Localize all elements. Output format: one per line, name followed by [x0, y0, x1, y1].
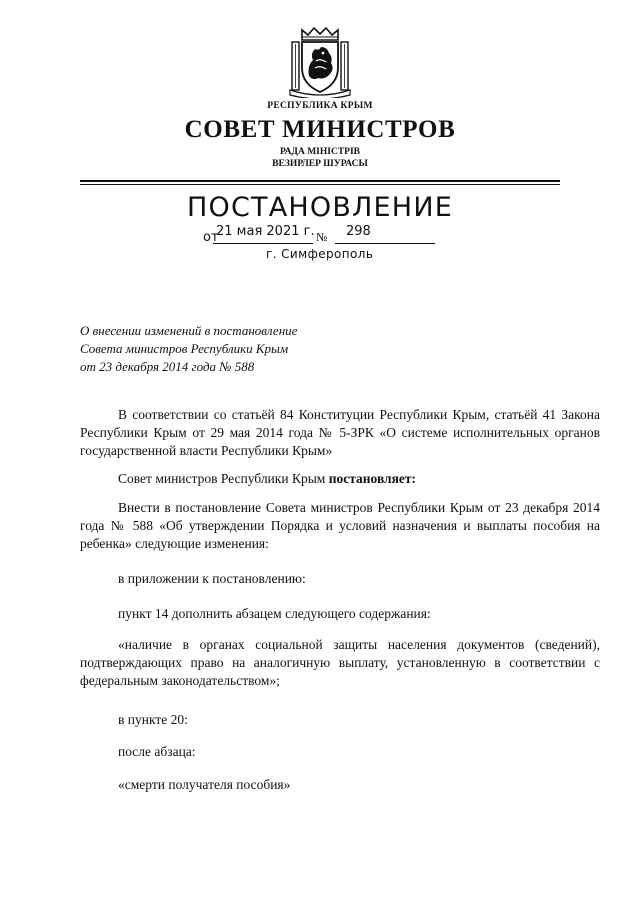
council-name-ukrainian: РАДА МІНІСТРІВ	[279, 147, 360, 157]
republic-name: РЕСПУБЛИКА КРЫМ	[267, 101, 373, 111]
amendment-paragraph: Внести в постановление Совета министров Республики Крым от 23 декабря 2014 года № 588 «Об утверждении Порядка и условий назначения и выплаты пособия на ребенка» следующие изменения:	[80, 500, 600, 551]
quoted-paragraph: «наличие в органах социальной защиты населения документов (сведений), подтверждающих право на аналогичную выплату, установленную в соответствии с федеральным законодательством»;	[80, 637, 600, 688]
decree-title: ПОСТАНОВЛЕНИЕ	[187, 192, 453, 223]
quoted-paragraph: «смерти получателя пособия»	[118, 777, 291, 792]
resolution-verb: постановляет:	[328, 471, 417, 486]
resolution-paragraph	[80, 470, 600, 488]
body-paragraph: в приложении к постановлению:	[118, 571, 306, 586]
subject-line: О внесении изменений в постановление	[80, 323, 298, 338]
decree-date: 21 мая 2021 г.	[216, 224, 315, 239]
preamble-paragraph: В соответствии со статьёй 84 Конституции Республики Крым, статьёй 41 Закона Республики Крым от 29 мая 2014 года № 5-ЗРК «О системе исполнительных органов государственной власти Республики Крым»	[80, 407, 600, 458]
date-underline	[213, 243, 313, 244]
body-paragraph: пункт 14 дополнить абзацем следующего содержания:	[118, 606, 431, 621]
header-rule-thin	[80, 184, 560, 185]
council-name-crimean-tatar: ВЕЗИРЛЕР ШУРАСЫ	[272, 159, 368, 169]
council-name: СОВЕТ МИНИСТРОВ	[184, 116, 456, 143]
body-paragraph: в пункте 20:	[118, 712, 188, 727]
subject-line: от 23 декабря 2014 года № 588	[80, 359, 255, 374]
decree-subject	[80, 322, 297, 376]
decree-number: 298	[346, 224, 371, 239]
header-rule-thick	[80, 180, 560, 182]
date-prefix: от	[203, 230, 219, 245]
number-underline	[335, 243, 435, 244]
number-label: №	[316, 230, 328, 244]
body-paragraph: после абзаца:	[118, 744, 196, 759]
crimea-coat-of-arms-icon	[288, 26, 352, 98]
decree-city: г. Симферополь	[266, 247, 374, 261]
resolution-text: Совет министров Республики Крым	[118, 471, 329, 486]
subject-line: Совета министров Республики Крым	[80, 341, 289, 356]
